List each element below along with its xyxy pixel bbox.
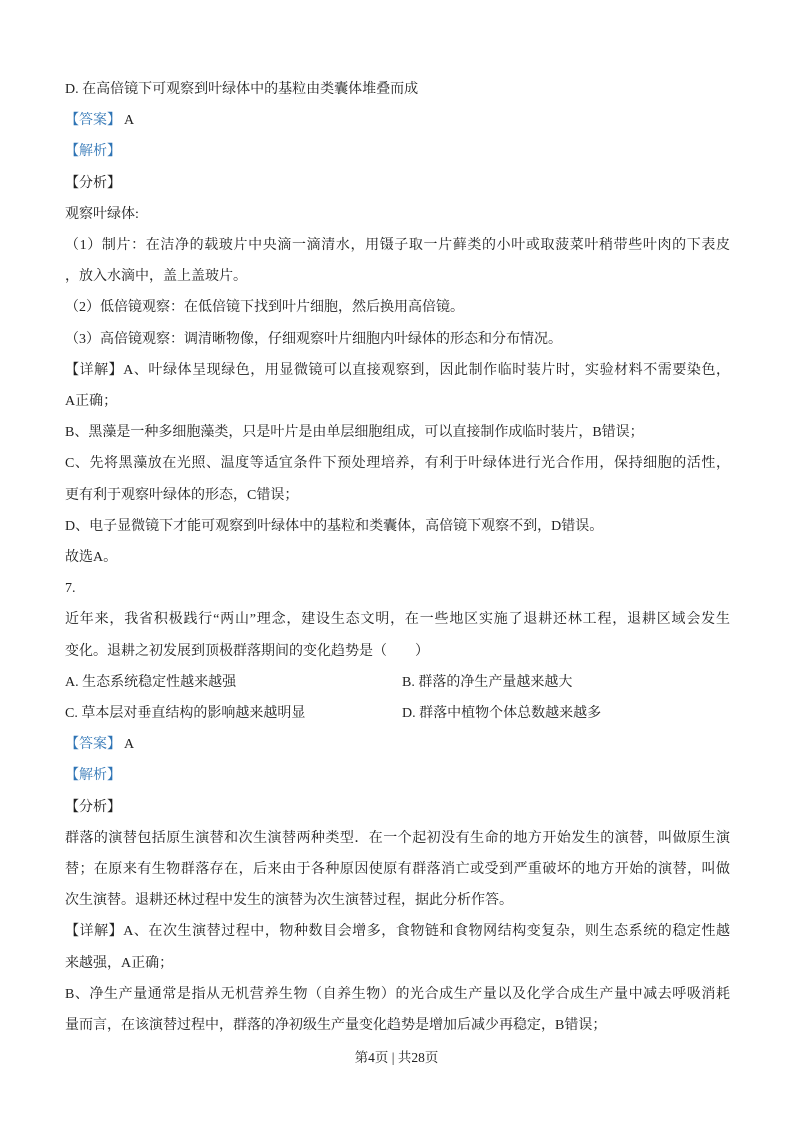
q6-analysis-intro: 观察叶绿体:: [65, 206, 139, 222]
q7-number: 7.: [65, 581, 76, 597]
q7-detail-a-line2: 来越强，A正确；: [65, 955, 174, 971]
q7-answer-label: 【答案】: [65, 737, 121, 753]
q7-options-row-2: [65, 698, 730, 729]
q6-detail-b: B、黑藻是一种多细胞藻类，只是叶片是由单层细胞组成，可以直接制作成临时装片，B错误；: [65, 425, 644, 441]
q7-answer-line: [65, 729, 730, 760]
q7-analysis-line1: 群落的演替包括原生演替和次生演替两种类型．在一个起初没有生命的地方开始发生的演替，叫做原生演: [65, 830, 730, 846]
q6-step1-line1: （1）制片：在洁净的载玻片中央滴一滴清水，用镊子取一片藓类的小叶或取菠菜叶稍带些叶肉的下表皮: [65, 238, 730, 254]
q7-stem-line1: 近年来，我省积极践行“两山”理念，建设生态文明，在一些地区实施了退耕还林工程，退耕区域会发生: [65, 612, 730, 628]
q6-option-d: D. 在高倍镜下可观察到叶绿体中的基粒由类囊体堆叠而成: [65, 82, 419, 97]
q6-conclusion: 故选A。: [65, 550, 118, 566]
q6-answer-line: [65, 105, 730, 136]
q7-jiexi-header: [65, 760, 730, 791]
q7-analysis-line2: 替；在原来有生物群落存在，后来由于各种原因使原有群落消亡或受到严重破坏的地方开始的演替，叫做: [65, 862, 730, 878]
q7-option-a: A. 生态系统稳定性越来越强: [65, 674, 237, 690]
q6-detail-c-line2: 更有利于观察叶绿体的形态，C错误；: [65, 487, 299, 503]
q7-options-row-1: [65, 667, 730, 698]
q6-fenxi-header: 【分析】: [65, 175, 121, 191]
q7-analysis-line3: 次生演替。退耕还林过程中发生的演替为次生演替过程，据此分析作答。: [65, 893, 513, 909]
q6-detail-a-line1: 【详解】A、叶绿体呈现绿色，用显微镜可以直接观察到，因此制作临时装片时，实验材料不需要染色，: [65, 362, 730, 378]
q7-option-b: B. 群落的净生产量越来越大: [402, 674, 573, 690]
q6-answer-value: A: [124, 113, 135, 129]
q6-detail-c-line1: C、先将黑藻放在光照、温度等适宜条件下预处理培养，有利于叶绿体进行光合作用，保持细胞的活性，: [65, 456, 730, 472]
q6-jiexi-header: [65, 136, 730, 167]
q6-detail-d: D、电子显微镜下才能可观察到叶绿体中的基粒和类囊体，高倍镜下观察不到，D错误。: [65, 518, 604, 534]
q7-answer-value: A: [124, 737, 135, 753]
q7-fenxi-header: 【分析】: [65, 799, 121, 815]
q6-step1-line2: ，放入水滴中，盖上盖玻片。: [65, 269, 247, 285]
q6-detail-a-line2: A正确；: [65, 394, 118, 410]
q7-detail-b-line2: 量而言，在该演替过程中，群落的净初级生产量变化趋势是增加后减少再稳定，B错误；: [65, 1018, 607, 1034]
document-body: [65, 74, 730, 1041]
q7-option-d: D. 群落中植物个体总数越来越多: [402, 706, 602, 722]
q7-detail-a-line1: 【详解】A、在次生演替过程中，物种数目会增多，食物链和食物网结构变复杂，则生态系统的稳定性越: [65, 924, 730, 940]
q6-step2: （2）低倍镜观察：在低倍镜下找到叶片细胞，然后换用高倍镜。: [65, 300, 464, 316]
q6-answer-label: 【答案】: [65, 113, 121, 129]
q7-stem-line2: 变化。退耕之初发展到顶极群落期间的变化趋势是（ ）: [65, 643, 429, 659]
q7-detail-b-line1: B、净生产量通常是指从无机营养生物（自养生物）的光合成生产量以及化学合成生产量中减去呼吸消耗: [65, 986, 730, 1002]
q7-option-c: C. 草本层对垂直结构的影响越来越明显: [65, 706, 306, 722]
q6-jiexi-label: 【解析】: [65, 144, 121, 160]
page-footer: 第4页 | 共28页: [354, 1050, 439, 1065]
q6-step3: （3）高倍镜观察：调清晰物像，仔细观察叶片细胞内叶绿体的形态和分布情况。: [65, 331, 562, 347]
q7-jiexi-label: 【解析】: [65, 768, 121, 784]
